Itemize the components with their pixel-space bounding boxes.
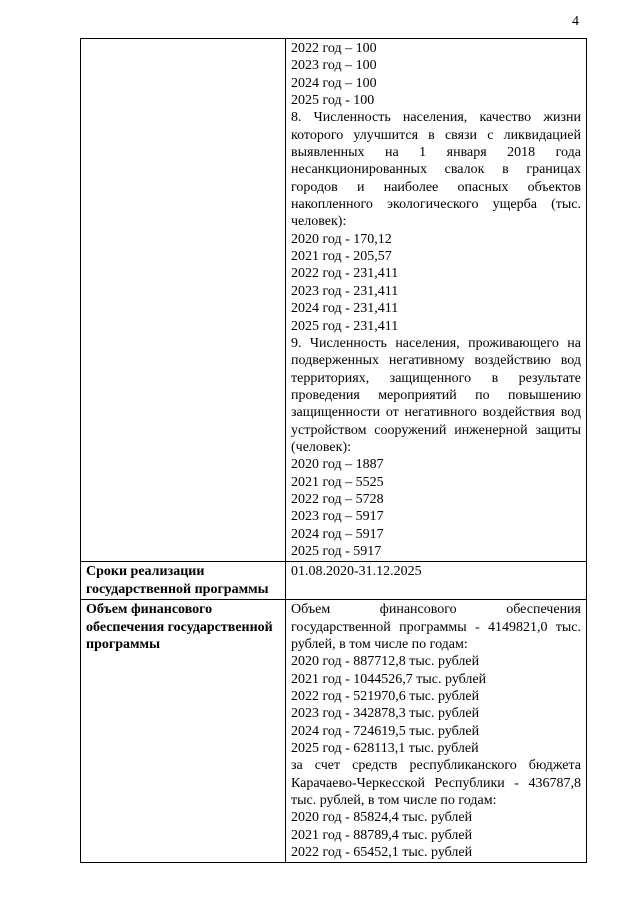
indicators-cell xyxy=(286,39,587,562)
year-line: 2023 год – 100 xyxy=(291,58,377,74)
year-line: 2023 год - 231,411 xyxy=(291,283,399,299)
year-line: 2025 год - 100 xyxy=(291,93,375,109)
regional-budget-intro: за счет средств республиканского бюджета Карачаево-Черкесской Республики - 436787,8 тыс. рублей, в том числе по годам: xyxy=(291,758,581,809)
funding-year-line: 2024 год - 724619,5 тыс. рублей xyxy=(291,723,480,739)
funding-year-line: 2020 год - 887712,8 тыс. рублей xyxy=(291,654,480,670)
year-line: 2020 год - 170,12 xyxy=(291,231,392,247)
year-line: 2022 год – 5728 xyxy=(291,491,384,507)
row-label-empty xyxy=(81,39,286,562)
table-row-funding xyxy=(81,600,587,863)
regional-year-line: 2022 год - 65452,1 тыс. рублей xyxy=(291,845,473,861)
funding-year-line: 2023 год - 342878,3 тыс. рублей xyxy=(291,706,480,722)
page-number: 4 xyxy=(572,14,579,29)
year-line: 2024 год – 100 xyxy=(291,75,377,91)
table-row-timeline xyxy=(81,562,587,600)
funding-cell xyxy=(286,600,587,863)
year-line: 2021 год - 205,57 xyxy=(291,249,392,265)
funding-year-line: 2025 год - 628113,1 тыс. рублей xyxy=(291,741,479,757)
funding-intro: Объем финансового обеспечения государственной программы - 4149821,0 тыс. рублей, в том числе по годам: xyxy=(291,602,581,652)
year-line: 2025 год - 231,411 xyxy=(291,318,399,334)
year-line: 2021 год – 5525 xyxy=(291,474,384,490)
table-row-indicators xyxy=(81,39,587,562)
year-line: 2024 год - 231,411 xyxy=(291,301,399,317)
year-line: 2024 год – 5917 xyxy=(291,526,384,542)
year-line: 2023 год – 5917 xyxy=(291,509,384,525)
year-line: 2022 год – 100 xyxy=(291,41,377,56)
indicator-9-text: 9. Численность населения, проживающего на подверженных негативному воздействию вод территориях, защищенного в результате проведения мероприятий по повышению защищенности от негативного воздействия вод устройством сооружений инженерной защиты (человек): xyxy=(291,335,581,455)
funding-year-line: 2022 год - 521970,6 тыс. рублей xyxy=(291,689,480,705)
indicator-8-text: 8. Численность населения, качество жизни которого улучшится в связи с ликвидацией выявленных на 1 января 2018 года несанкционированных свалок в границах городов и наиболее опасных объектов накопленного экологического ущерба (тыс. человек): xyxy=(291,110,581,230)
year-line: 2025 год - 5917 xyxy=(291,543,382,559)
program-passport-table xyxy=(80,38,587,863)
row-label-funding: Объем финансового обеспечения государственной программы xyxy=(81,600,286,863)
regional-year-line: 2020 год - 85824,4 тыс. рублей xyxy=(291,810,473,826)
timeline-value: 01.08.2020-31.12.2025 xyxy=(286,562,587,600)
row-label-timeline: Сроки реализации государственной программы xyxy=(81,562,286,600)
year-line: 2020 год – 1887 xyxy=(291,457,384,473)
regional-year-line: 2021 год - 88789,4 тыс. рублей xyxy=(291,827,473,843)
year-line: 2022 год - 231,411 xyxy=(291,266,399,282)
funding-year-line: 2021 год - 1044526,7 тыс. рублей xyxy=(291,671,487,687)
